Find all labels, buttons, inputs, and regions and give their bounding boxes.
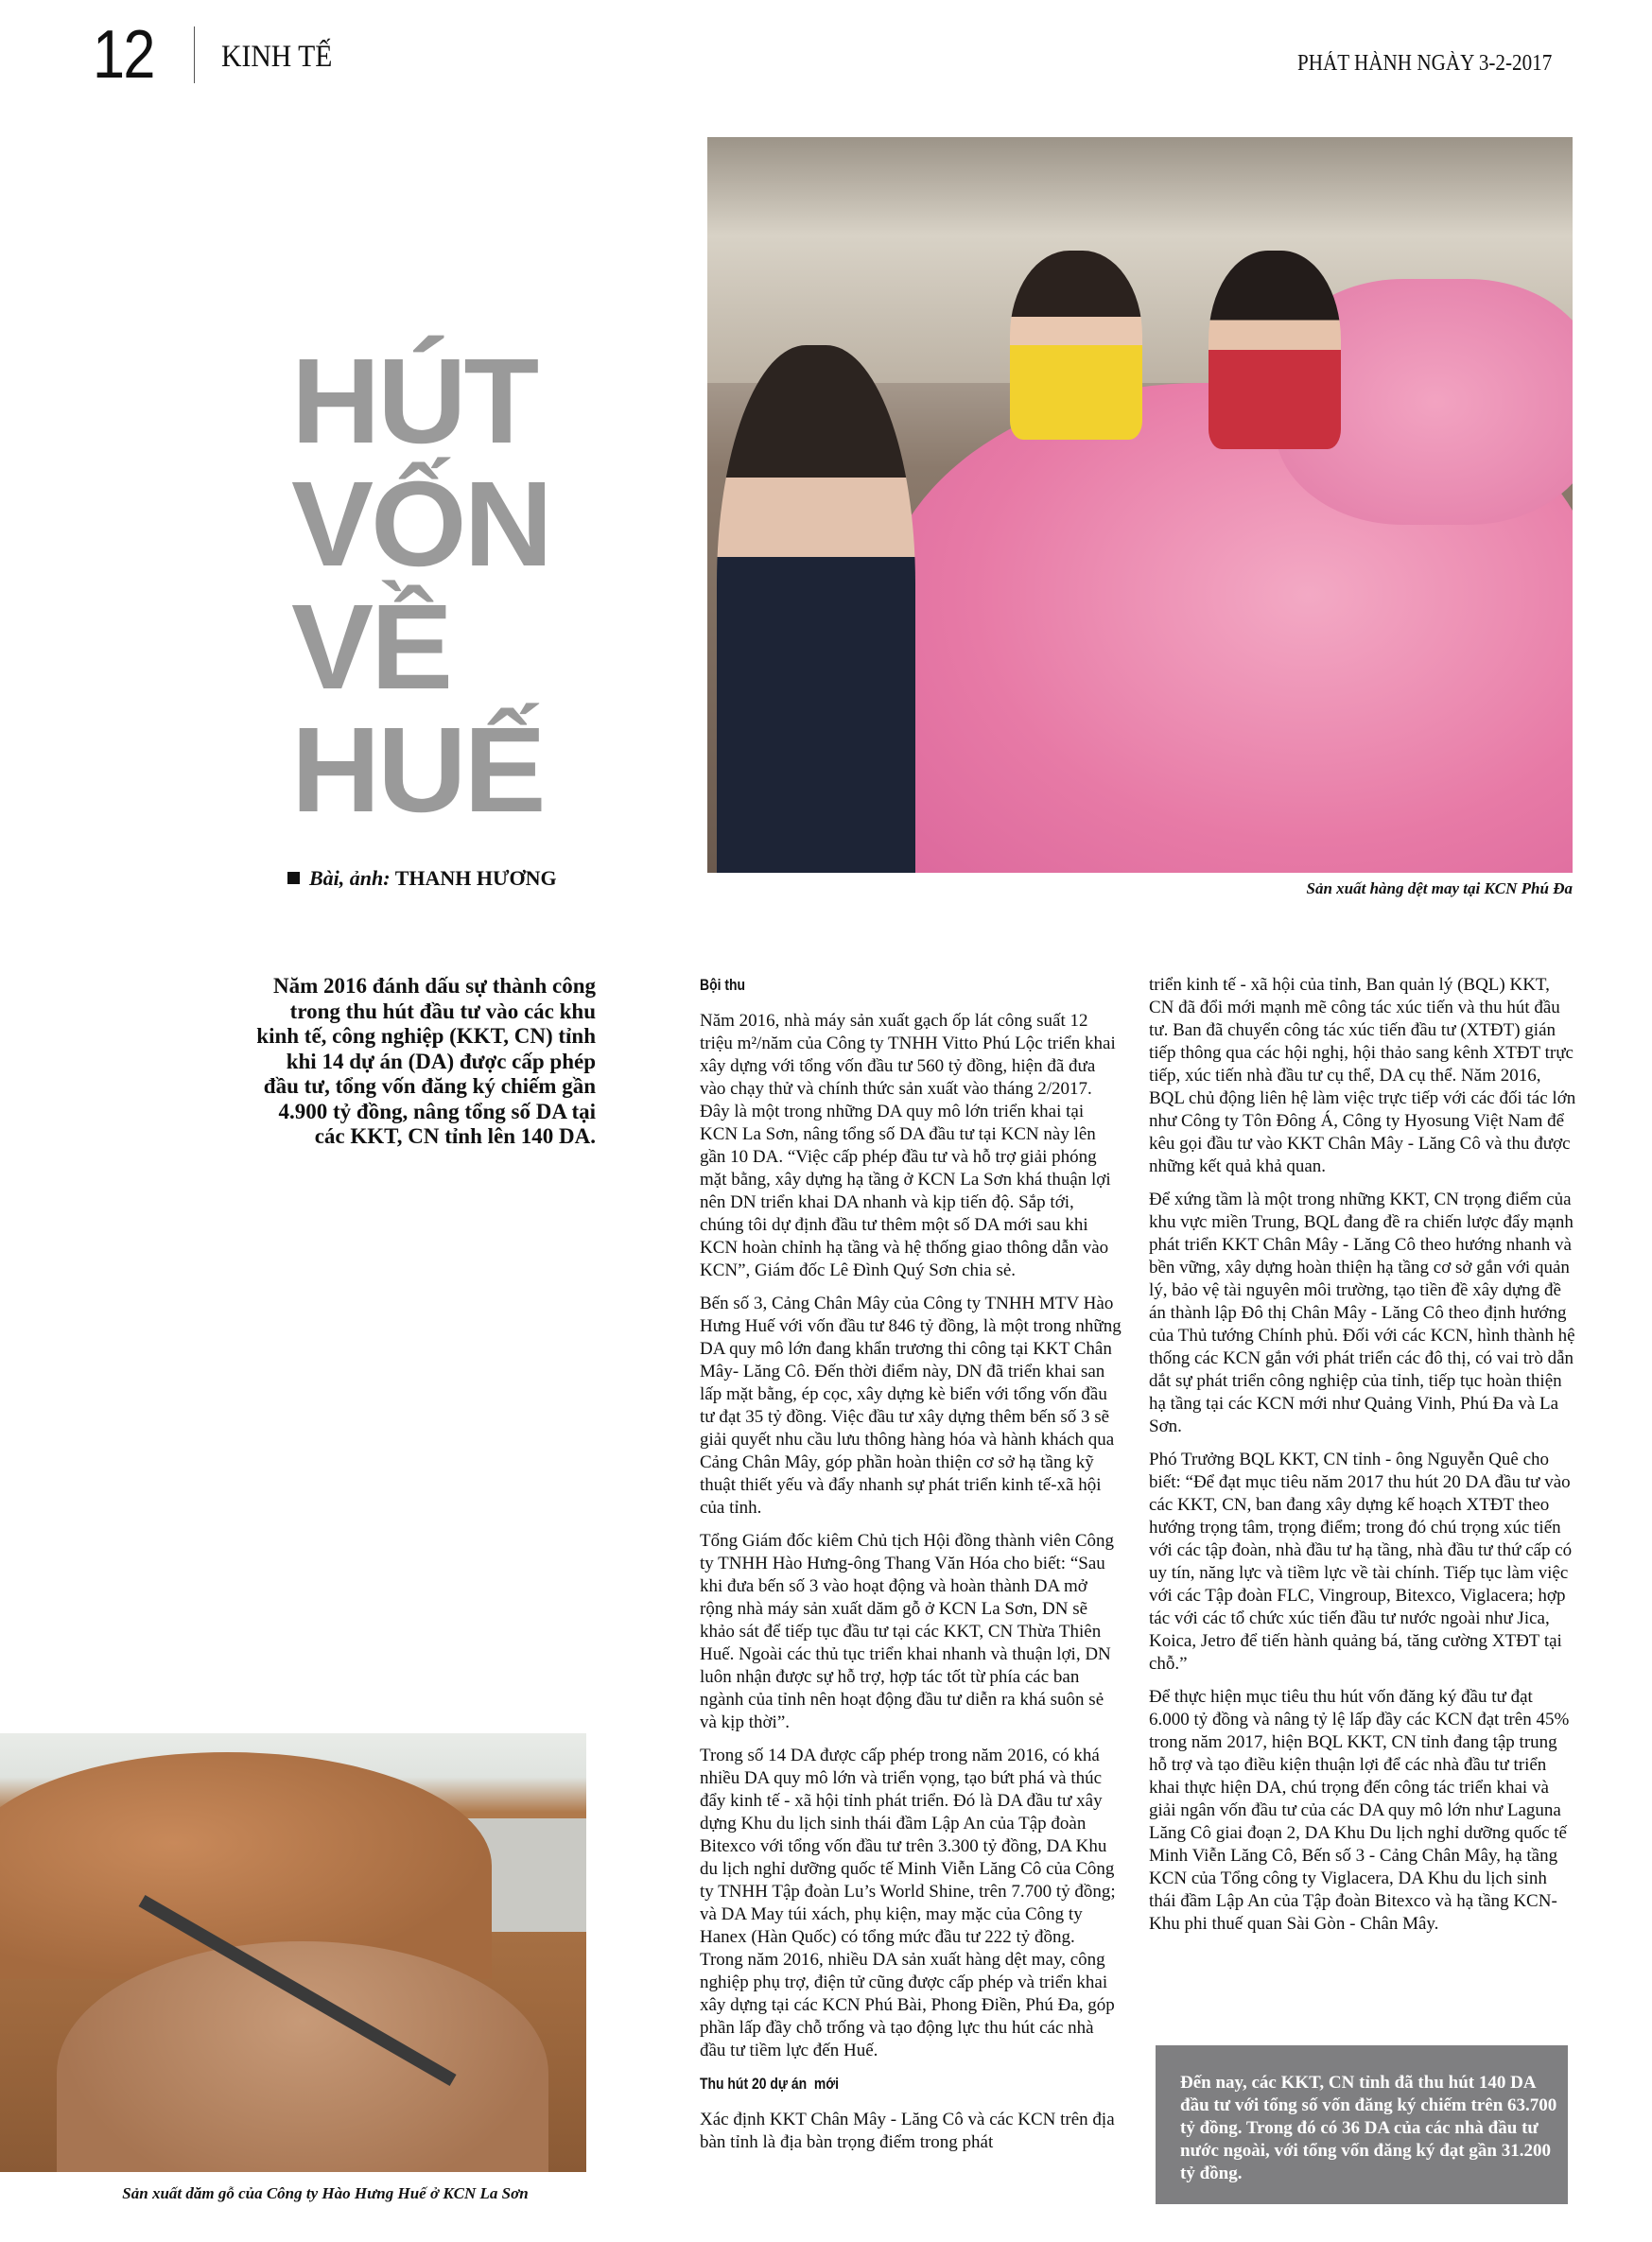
subheading-boi-thu: Bội thu <box>700 976 746 994</box>
page-number: 12 <box>93 17 154 93</box>
article-paragraph: Tổng Giám đốc kiêm Chủ tịch Hội đồng thành viên Công ty TNHH Hào Hưng-ông Thang Văn Hóa cho biết: “Sau khi đưa bến số 3 vào hoạt động và hoàn thành DA mở rộng nhà máy sản xuất dăm gỗ ở KCN La Sơn, DN sẽ khảo sát để tiếp tục đầu tư tại các KKT, CN Thừa Thiên Huế. Ngoài các thủ tục triển khai nhanh và thuận lợi, DN luôn nhận được sự hỗ trợ, hợp tác tốt từ phía các ban ngành của tỉnh nên hoạt động đầu tư diễn ra khá suôn sẻ và kịp thời”. <box>700 1531 1115 1732</box>
article-paragraph: Năm 2016, nhà máy sản xuất gạch ốp lát công suất 12 triệu m²/năm của Công ty TNHH Vitto Phú Lộc triển khai xây dựng với tổng vốn đầu tư 560 tỷ đồng, hiện đã đưa vào chạy thử và chính thức sản xuất vào tháng 2/2017. Đây là một trong những DA quy mô lớn triển khai tại KCN La Sơn, nâng tổng số DA đầu tư tại KCN này lên gần 10 DA. “Việc cấp phép đầu tư và hỗ trợ giải phóng mặt bằng, xây dựng hạ tầng ở KCN La Sơn khá thuận lợi nên DN triển khai DA nhanh và kịp tiến độ. Sắp tới, chúng tôi dự định đầu tư thêm một số DA mới sau khi KCN hoàn chỉnh hạ tầng và hệ thống giao thông dẫn vào KCN”, Giám đốc Lê Đình Quý Sơn chia sẻ. <box>700 1011 1116 1280</box>
highlight-box <box>1156 2045 1568 2204</box>
byline-author: THANH HƯƠNG <box>394 866 557 890</box>
byline-label: Bài, ảnh: <box>309 866 391 890</box>
article-paragraph: triển kinh tế - xã hội của tỉnh, Ban quản lý (BQL) KKT, CN đã đổi mới mạnh mẽ công tác xúc tiến và thu hút đầu tư. Ban đã chuyển công tác xúc tiến đầu tư (XTĐT) gián tiếp thông qua các hội nghị, hội thảo sang kênh XTĐT trực tiếp, xúc tiến nhà đầu tư cụ thể, DA cụ thể. Năm 2016, BQL chủ động liên hệ làm việc trực tiếp với các đối tác lớn như Công ty Tôn Đông Á, Công ty Hyosung Việt Nam để kêu gọi đầu tư vào KKT Chân Mây - Lăng Cô và thu được những kết quả khả quan. <box>1149 975 1576 1176</box>
lead-paragraph: Năm 2016 đánh dấu sự thành công trong thu hút đầu tư vào các khu kinh tế, công nghiệp (KKT, CN) tỉnh khi 14 dự án (DA) được cấp phép đầu tư, tổng vốn đăng ký chiếm gần 4.900 tỷ đồng, nâng tổng số DA tại các KKT, CN tỉnh lên 140 DA. <box>256 974 596 1148</box>
article-paragraph: Phó Trưởng BQL KKT, CN tỉnh - ông Nguyễn Quê cho biết: “Để đạt mục tiêu năm 2017 thu hút 20 DA đầu tư vào các KKT, CN, ban đang xây dựng kế hoạch XTĐT theo hướng trọng tâm, trọng điểm; trong đó chú trọng xúc tiến với các tập đoàn, nhà đầu tư hạ tầng, nhà đầu tư thứ cấp có uy tín, năng lực và tiềm lực về tài chính. Tiếp tục làm việc với các Tập đoàn FLC, Vingroup, Bitexco, Viglacera; hợp tác với các tổ chức xúc tiến đầu tư nước ngoài như Jica, Koica, Jetro để tiến hành quảng bá, tăng cường XTĐT tại chỗ.” <box>1149 1450 1573 1674</box>
garment-factory-photo <box>707 137 1573 873</box>
article-column-3 <box>1149 974 1576 1946</box>
article-title <box>291 334 550 838</box>
article-paragraph: Để xứng tầm là một trong những KKT, CN trọng điểm của khu vực miền Trung, BQL đang đề ra chiến lược đẩy mạnh phát triển KKT Chân Mây - Lăng Cô theo hướng nhanh và bền vững, xây dựng hoàn thiện hạ tầng cơ sở gắn với quản lý, bảo vệ tài nguyên môi trường, tạo tiền đề xây dựng đề án thành lập Đô thị Chân Mây - Lăng Cô theo định hướng của Thủ tướng Chính phủ. Đối với các KCN, hình thành hệ thống các KCN gắn với phát triển các đô thị, có vai trò dẫn dắt sự phát triển công nghiệp của tỉnh, tiếp tục hoàn thiện hạ tầng tại các KCN mới như Quảng Vinh, Phú Đa và La Sơn. <box>1149 1190 1575 1436</box>
article-paragraph: Trong số 14 DA được cấp phép trong năm 2016, có khá nhiều DA quy mô lớn và triển vọng, tạo bứt phá và thúc đẩy kinh tế - xã hội tỉnh phát triển. Đó là DA đầu tư xây dựng Khu du lịch sinh thái đầm Lập An của Tập đoàn Bitexco với tổng vốn đầu tư trên 3.300 tỷ đồng, DA Khu du lịch nghỉ dưỡng quốc tế Minh Viễn Lăng Cô của Công ty TNHH Tập đoàn Lu’s World Shine, trên 7.700 tỷ đồng; và DA May túi xách, phụ kiện, may mặc của Công ty Hanex (Hàn Quốc) có tổng mức đầu tư 222 tỷ đồng. Trong năm 2016, nhiều DA sản xuất hàng dệt may, công nghiệp phụ trợ, điện tử cũng được cấp phép và triển khai xây dựng tại các KCN Phú Bài, Phong Điền, Phú Đa, góp phần lấp đầy chỗ trống và tạo động lực thu hút các nhà đầu tư tiềm lực đến Huế. <box>700 1746 1116 2060</box>
top-photo-caption: Sản xuất hàng dệt may tại KCN Phú Đa <box>1306 879 1573 897</box>
title-line: HUẾ <box>291 703 544 838</box>
title-line: VỐN <box>291 457 550 592</box>
article-column-2 <box>700 974 1122 2164</box>
photo-worker-red <box>1209 251 1341 449</box>
article-paragraph: Để thực hiện mục tiêu thu hút vốn đăng ký đầu tư đạt 6.000 tỷ đồng và nâng tỷ lệ lấp đầy các KCN đạt trên 45% trong năm 2017, hiện BQL KKT, CN tỉnh đang tập trung hỗ trợ và tạo điều kiện thuận lợi để các nhà đầu tư triển khai thực hiện DA, chú trọng đến công tác triển khai và giải ngân vốn đầu tư của các DA quy mô lớn như Laguna Lăng Cô giai đoạn 2, DA Khu Du lịch nghỉ dưỡng quốc tế Minh Viễn Lăng Cô, Bến số 3 - Cảng Chân Mây, hạ tầng KCN của Tổng công ty Viglacera, DA Khu du lịch sinh thái đầm Lập An của Tập đoàn Bitexco và hạ tầng KCN- Khu phi thuế quan Sài Gòn - Chân Mây. <box>1149 1687 1570 1934</box>
byline <box>287 866 557 891</box>
photo-worker-left <box>717 345 915 873</box>
square-bullet-icon <box>287 872 300 884</box>
bottom-photo-caption: Sản xuất dăm gỗ của Công ty Hào Hưng Huế ở KCN La Sơn <box>122 2184 529 2202</box>
article-paragraph: Bến số 3, Cảng Chân Mây của Công ty TNHH MTV Hào Hưng Huế với vốn đầu tư 846 tỷ đồng, là một trong những DA quy mô lớn đang khẩn trương thi công tại KKT Chân Mây- Lăng Cô. Đến thời điểm này, DN đã triển khai san lấp mặt bằng, ép cọc, xây dựng kè biển với tổng vốn đầu tư đạt 35 tỷ đồng. Việc đầu tư xây dựng thêm bến số 3 sẽ giải quyết nhu cầu lưu thông hàng hóa và hành khách qua Cảng Chân Mây, góp phần hoàn thiện cơ sở hạ tầng kỹ thuật thiết yếu và đẩy nhanh sự phát triển kinh tế-xã hội của tỉnh. <box>700 1294 1122 1518</box>
section-name: KINH TẾ <box>221 40 333 74</box>
header-divider <box>194 26 195 83</box>
photo-worker-yellow <box>1010 251 1142 440</box>
article-paragraph: Xác định KKT Chân Mây - Lăng Cô và các KCN trên địa bàn tỉnh là địa bàn trọng điểm trong phát <box>700 2110 1115 2152</box>
subheading-thu-hut: Thu hút 20 dự án mới <box>700 2075 840 2093</box>
title-line: HÚT <box>291 334 537 469</box>
highlight-text: Đến nay, các KKT, CN tỉnh đã thu hút 140 DA đầu tư với tổng số vốn đăng ký chiếm trên 63.700 tỷ đồng. Trong đó có 36 DA của các nhà đầu tư nước ngoài, với tổng vốn đăng ký đạt gần 31.200 tỷ đồng. <box>1180 2073 1557 2183</box>
issue-date: PHÁT HÀNH NGÀY 3-2-2017 <box>1297 51 1553 76</box>
wood-chip-photo <box>0 1733 586 2172</box>
title-line: VỀ <box>291 580 451 715</box>
